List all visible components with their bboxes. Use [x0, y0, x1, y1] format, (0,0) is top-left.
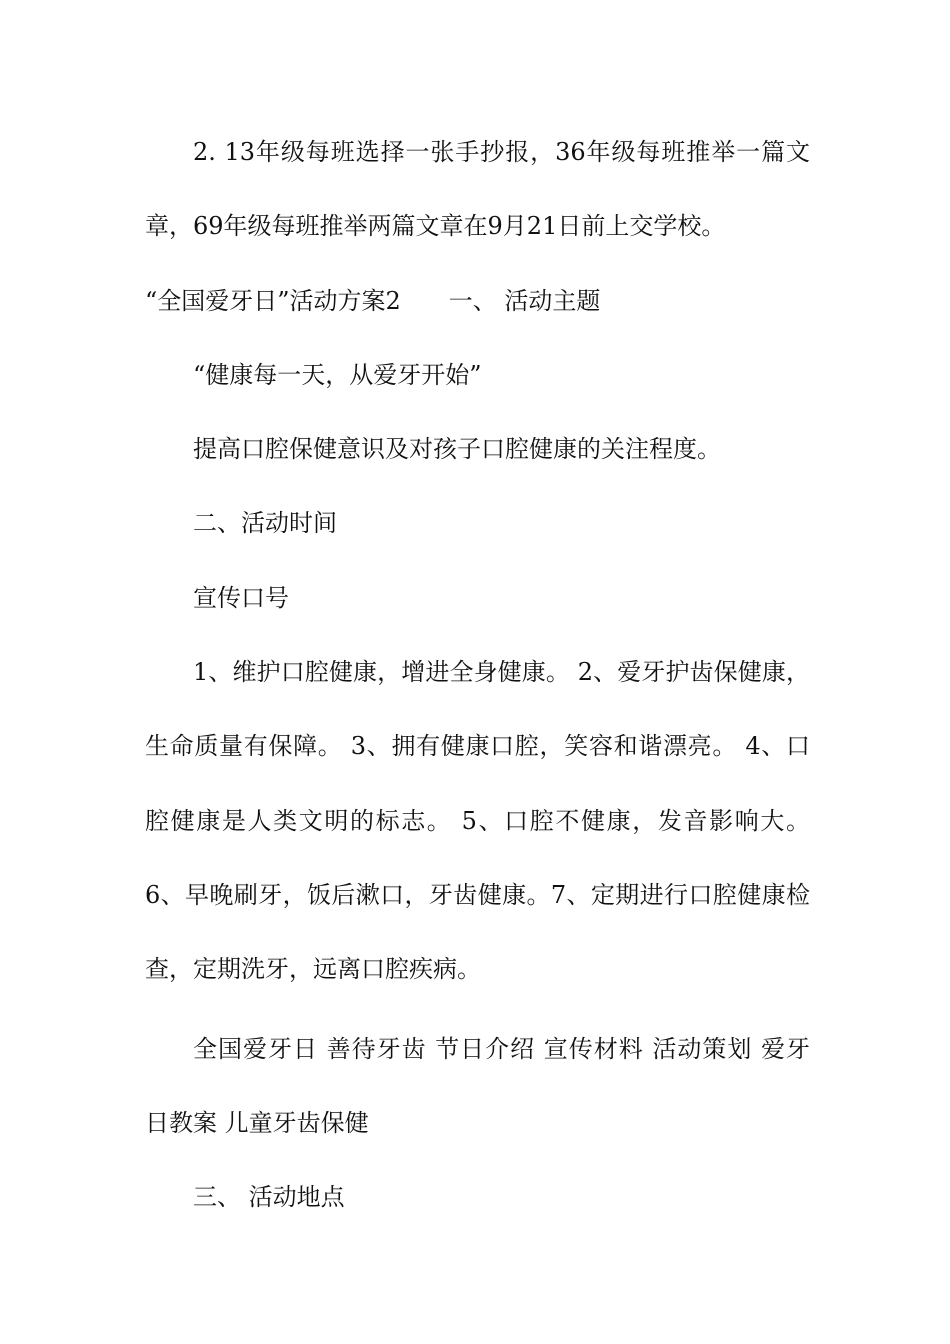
slogan-line-3: 腔健康是人类文明的标志。 5、口腔不健康，发音影响大。	[145, 807, 810, 835]
heading-activity-location: 三、 活动地点	[193, 1183, 345, 1211]
slogan-line-5: 查，定期洗牙，远离口腔疾病。	[145, 955, 481, 983]
tags-line-1: 全国爱牙日 善待牙齿 节日介绍 宣传材料 活动策划 爱牙	[193, 1035, 810, 1063]
heading-slogans: 宣传口号	[193, 584, 289, 612]
section-heading-line: “全国爱牙日”活动方案2 一、 活动主题	[145, 287, 601, 315]
slogan-line-4: 6、早晚刷牙，饭后漱口，牙齿健康。7、定期进行口腔健康检	[145, 881, 810, 909]
paragraph-line-1: 2. 13年级每班选择一张手抄报，36年级每班推举一篇文	[193, 138, 810, 166]
heading-activity-time: 二、活动时间	[193, 509, 337, 537]
theme-description: 提高口腔保健意识及对孩子口腔健康的关注程度。	[193, 435, 721, 463]
slogan-line-1: 1、维护口腔健康，增进全身健康。 2、爱牙护齿保健康，	[193, 658, 810, 686]
slogan-line-2: 生命质量有保障。 3、拥有健康口腔，笑容和谐漂亮。 4、口	[145, 732, 810, 760]
paragraph-line-2: 章，69年级每班推举两篇文章在9月21日前上交学校。	[145, 212, 726, 240]
tags-line-2: 日教案 儿童牙齿保健	[145, 1109, 369, 1137]
theme-slogan: “健康每一天，从爱牙开始”	[193, 361, 482, 389]
